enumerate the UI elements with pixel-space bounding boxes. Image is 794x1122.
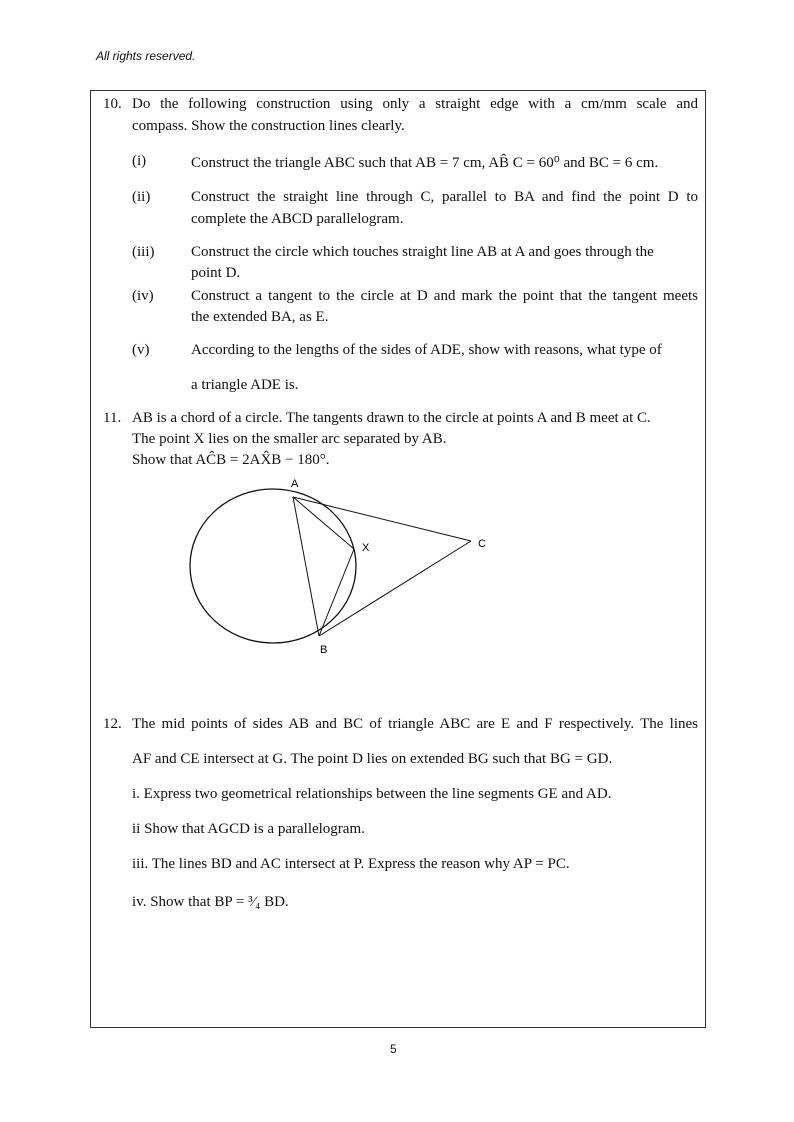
q11-text: AB is a chord of a circle. The tangents drawn to the circle at points A and B meet at C. bbox=[132, 410, 651, 426]
chord-xb bbox=[319, 549, 354, 636]
header-rights: All rights reserved. bbox=[96, 49, 196, 63]
q10-part-text: According to the lengths of the sides of ADE, show with reasons, what type of bbox=[191, 342, 662, 358]
label-a: A bbox=[291, 478, 299, 490]
q10-text: compass. Show the construction lines clearly. bbox=[132, 118, 405, 134]
q10-part-text: a triangle ADE is. bbox=[191, 377, 299, 393]
circle bbox=[190, 489, 356, 643]
label-x: X bbox=[362, 542, 370, 554]
q12-number: 12. bbox=[103, 716, 122, 732]
q12-part: ii Show that AGCD is a parallelogram. bbox=[132, 821, 365, 837]
q10-text: Do the following construction using only a straight edge with a cm/mm scale and bbox=[132, 96, 698, 112]
tangent-ac bbox=[293, 497, 471, 541]
q12-text: The mid points of sides AB and BC of triangle ABC are E and F respectively. The lines bbox=[132, 716, 698, 732]
q10-number: 10. bbox=[103, 96, 122, 112]
q10-part-text: point D. bbox=[191, 265, 241, 281]
label-c: C bbox=[478, 538, 486, 550]
page-number: 5 bbox=[390, 1042, 397, 1056]
q10-part-text: Construct the straight line through C, parallel to BA and find the point D to bbox=[191, 189, 698, 205]
q10-part-label: (ii) bbox=[132, 189, 151, 205]
q11-number: 11. bbox=[103, 410, 122, 426]
q10-part-text: the extended BA, as E. bbox=[191, 309, 329, 325]
chord-ab bbox=[293, 497, 319, 636]
q12-part: iii. The lines BD and AC intersect at P. Express the reason why AP = PC. bbox=[132, 856, 570, 872]
q10-part-text: Construct a tangent to the circle at D and mark the point that the tangent meets bbox=[191, 288, 698, 304]
q10-part-label: (iii) bbox=[132, 244, 155, 260]
q11-text: The point X lies on the smaller arc separated by AB. bbox=[132, 431, 447, 447]
q10-part-text: Construct the circle which touches straight line AB at A and goes through the bbox=[191, 244, 654, 260]
q10-part-text: Construct the triangle ABC such that AB = 7 cm, AB̂ C = 60⁰ and BC = 6 cm. bbox=[191, 155, 659, 171]
q10-part-label: (i) bbox=[132, 153, 147, 169]
q12-part: i. Express two geometrical relationships between the line segments GE and AD. bbox=[132, 786, 612, 802]
q12-part: iv. Show that BP = ³⁄₄ BD. bbox=[132, 894, 289, 910]
q10-part-text: complete the ABCD parallelogram. bbox=[191, 211, 404, 227]
q10-part-label: (v) bbox=[132, 342, 150, 358]
q12-text: AF and CE intersect at G. The point D lies on extended BG such that BG = GD. bbox=[132, 751, 613, 767]
tangent-bc bbox=[319, 541, 471, 636]
q10-part-label: (iv) bbox=[132, 288, 154, 304]
q11-text: Show that AĈB = 2AX̂B − 180°. bbox=[132, 452, 330, 468]
label-b: B bbox=[320, 644, 328, 656]
